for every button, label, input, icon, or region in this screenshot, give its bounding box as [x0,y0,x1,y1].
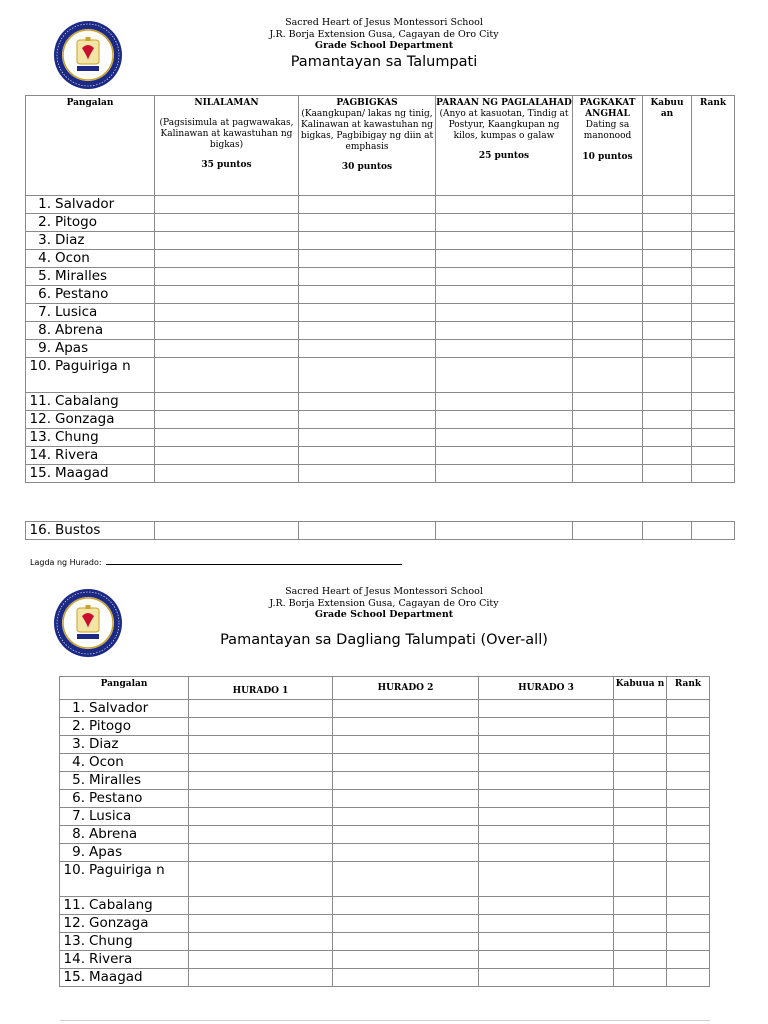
table-row [26,268,735,286]
table-row [60,826,710,844]
department: Grade School Department [314,609,454,620]
score-cell[interactable] [436,411,573,429]
table-row [26,465,735,483]
contestant-name-cell: 7. Lusica [26,304,155,322]
header-hurado-3: HURADO 3 [479,677,614,700]
score-cell[interactable] [573,465,643,483]
total-cell[interactable] [643,429,692,447]
rank-cell[interactable] [692,340,735,358]
total-cell[interactable] [614,718,667,736]
judge-signature: Lagda ng Hurado: [30,557,402,567]
score-cell[interactable] [299,358,436,393]
score-cell[interactable] [155,250,299,268]
rank-cell[interactable] [667,951,710,969]
score-cell[interactable] [155,411,299,429]
rank-cell[interactable] [667,700,710,718]
score-cell[interactable] [299,268,436,286]
rank-cell[interactable] [667,862,710,897]
rubric-table-extra [25,521,735,540]
contestant-name-cell: 6. Pestano [60,790,189,808]
contestant-name-cell: 11. Cabalang [26,393,155,411]
table-row [60,736,710,754]
header-hurado-2: HURADO 2 [333,677,479,700]
table-row [26,340,735,358]
score-cell[interactable] [333,915,479,933]
score-cell[interactable] [573,196,643,214]
total-cell[interactable] [614,808,667,826]
score-cell[interactable] [155,393,299,411]
score-cell[interactable] [573,429,643,447]
header-pagbigkas: PAGBIGKAS (Kaangkupan/ lakas ng tinig, Kalinawan at kawastuhan ng bigkas, Pagbibigay ng diin at emphasis 30 puntos [299,96,436,196]
score-cell[interactable] [189,897,333,915]
score-cell[interactable] [155,232,299,250]
school-name: Sacred Heart of Jesus Montessori School [285,17,483,28]
table-row [60,933,710,951]
score-cell[interactable] [436,250,573,268]
score-cell[interactable] [155,340,299,358]
header-rank: Rank [667,677,710,700]
total-cell[interactable] [643,393,692,411]
score-cell[interactable] [436,322,573,340]
header-name: Pangalan [60,677,189,700]
rank-cell[interactable] [667,754,710,772]
score-cell[interactable] [189,915,333,933]
score-cell[interactable] [189,700,333,718]
score-cell[interactable] [573,522,643,540]
score-cell[interactable] [299,286,436,304]
score-cell[interactable] [299,304,436,322]
table-row [60,790,710,808]
rank-cell[interactable] [692,196,735,214]
header-total: Kabuua n [614,677,667,700]
score-cell[interactable] [479,700,614,718]
contestant-name-cell: 10. Paguiriga n [60,862,189,897]
rubric-rows [26,196,735,483]
sheet2-header [0,586,768,648]
score-cell[interactable] [479,736,614,754]
rank-cell[interactable] [692,358,735,393]
total-cell[interactable] [643,304,692,322]
sheet1-title: Pamantayan sa Talumpati [290,53,478,70]
score-cell[interactable] [436,196,573,214]
score-cell[interactable] [436,447,573,465]
rank-cell[interactable] [667,808,710,826]
score-cell[interactable] [189,754,333,772]
table-row [60,844,710,862]
score-cell[interactable] [189,933,333,951]
table-row [60,754,710,772]
contestant-name-cell: 13. Chung [60,933,189,951]
total-cell[interactable] [643,214,692,232]
table-row [26,304,735,322]
score-cell[interactable] [479,844,614,862]
score-cell[interactable] [189,736,333,754]
score-cell[interactable] [155,286,299,304]
total-cell[interactable] [614,897,667,915]
table-row [26,522,735,540]
score-cell[interactable] [333,772,479,790]
score-cell[interactable] [333,897,479,915]
contestant-name-cell: 7. Lusica [60,808,189,826]
score-cell[interactable] [155,322,299,340]
score-cell[interactable] [333,700,479,718]
overall-rows [60,700,710,987]
contestant-name-cell: 14. Rivera [26,447,155,465]
contestant-name-cell: 3. Diaz [60,736,189,754]
score-cell[interactable] [189,808,333,826]
rank-cell[interactable] [692,522,735,540]
score-cell[interactable] [189,718,333,736]
score-cell[interactable] [479,772,614,790]
rank-cell[interactable] [692,304,735,322]
score-cell[interactable] [573,214,643,232]
score-cell[interactable] [299,465,436,483]
table-row [60,969,710,987]
rank-cell[interactable] [667,969,710,987]
sheet2-title: Pamantayan sa Dagliang Talumpati (Over-all) [220,631,548,648]
score-cell[interactable] [333,808,479,826]
score-cell[interactable] [189,862,333,897]
total-cell[interactable] [614,736,667,754]
total-cell[interactable] [643,232,692,250]
score-cell[interactable] [573,286,643,304]
contestant-name-cell: 1. Salvador [60,700,189,718]
rank-cell[interactable] [667,933,710,951]
score-cell[interactable] [479,897,614,915]
score-cell[interactable] [573,340,643,358]
score-cell[interactable] [299,522,436,540]
score-cell[interactable] [155,304,299,322]
score-cell[interactable] [436,304,573,322]
score-cell[interactable] [573,304,643,322]
total-cell[interactable] [643,268,692,286]
total-cell[interactable] [643,465,692,483]
score-cell[interactable] [333,844,479,862]
score-cell[interactable] [333,754,479,772]
rank-cell[interactable] [692,447,735,465]
score-cell[interactable] [479,915,614,933]
rubric-table [25,95,735,483]
score-cell[interactable] [155,214,299,232]
score-cell[interactable] [436,522,573,540]
table-row [60,862,710,897]
score-cell[interactable] [155,196,299,214]
score-cell[interactable] [479,951,614,969]
school-name: Sacred Heart of Jesus Montessori School [285,586,483,597]
table-row [60,808,710,826]
score-cell[interactable] [573,232,643,250]
contestant-name-cell: 5. Miralles [26,268,155,286]
table-row [26,214,735,232]
total-cell[interactable] [643,340,692,358]
score-cell[interactable] [299,393,436,411]
rank-cell[interactable] [667,790,710,808]
score-cell[interactable] [299,447,436,465]
score-cell[interactable] [436,232,573,250]
contestant-name-cell: 5. Miralles [60,772,189,790]
total-cell[interactable] [614,844,667,862]
rank-cell[interactable] [667,915,710,933]
score-cell[interactable] [479,826,614,844]
contestant-name-cell: 12. Gonzaga [60,915,189,933]
rank-cell[interactable] [692,429,735,447]
contestant-name-cell: 10. Paguiriga n [26,358,155,393]
score-cell[interactable] [436,286,573,304]
header-pagkakatanghal: PAGKAKAT ANGHAL Dating sa manonood 10 puntos [573,96,643,196]
score-cell[interactable] [479,862,614,897]
rank-cell[interactable] [667,844,710,862]
score-cell[interactable] [333,969,479,987]
total-cell[interactable] [614,951,667,969]
total-cell[interactable] [643,447,692,465]
score-cell[interactable] [333,718,479,736]
header-nilalaman: NILALAMAN (Pagsisimula at pagwawakas, Kalinawan at kawastuhan ng bigkas) 35 puntos [155,96,299,196]
signature-line[interactable] [106,557,402,565]
score-cell[interactable] [436,393,573,411]
rank-cell[interactable] [692,465,735,483]
header-name: Pangalan [26,96,155,196]
page-bottom-divider [60,1020,710,1021]
total-cell[interactable] [643,196,692,214]
score-cell[interactable] [155,358,299,393]
rank-cell[interactable] [667,718,710,736]
contestant-name-cell: 9. Apas [26,340,155,358]
rank-cell[interactable] [692,268,735,286]
score-cell[interactable] [436,465,573,483]
contestant-name-cell: 4. Ocon [26,250,155,268]
score-cell[interactable] [155,268,299,286]
school-address: J.R. Borja Extension Gusa, Cagayan de Oro City [269,597,499,609]
total-cell[interactable] [614,969,667,987]
score-cell[interactable] [155,465,299,483]
table-row [26,232,735,250]
score-cell[interactable] [189,790,333,808]
total-cell[interactable] [614,933,667,951]
contestant-name-cell: 3. Diaz [26,232,155,250]
total-cell[interactable] [643,411,692,429]
header-rank: Rank [692,96,735,196]
total-cell[interactable] [614,915,667,933]
total-cell[interactable] [643,358,692,393]
score-cell[interactable] [436,340,573,358]
contestant-name-cell: 11. Cabalang [60,897,189,915]
score-cell[interactable] [299,232,436,250]
score-cell[interactable] [479,969,614,987]
table-row [60,772,710,790]
score-cell[interactable] [189,969,333,987]
contestant-name-cell: 4. Ocon [60,754,189,772]
score-cell[interactable] [436,214,573,232]
score-cell[interactable] [333,951,479,969]
table-row [26,429,735,447]
rank-cell[interactable] [692,411,735,429]
score-cell[interactable] [333,862,479,897]
score-cell[interactable] [333,933,479,951]
department: Grade School Department [314,40,454,51]
contestant-name-cell: 2. Pitogo [26,214,155,232]
total-cell[interactable] [614,754,667,772]
score-cell[interactable] [333,826,479,844]
contestant-name-cell: 9. Apas [60,844,189,862]
rank-cell[interactable] [692,393,735,411]
total-cell[interactable] [643,286,692,304]
score-cell[interactable] [479,718,614,736]
table-row [26,411,735,429]
table-row [26,322,735,340]
score-cell[interactable] [299,322,436,340]
total-cell[interactable] [614,790,667,808]
table-row [60,897,710,915]
table-row [26,196,735,214]
rank-cell[interactable] [692,232,735,250]
score-cell[interactable] [333,790,479,808]
score-cell[interactable] [573,447,643,465]
contestant-name-cell: 8. Abrena [60,826,189,844]
score-cell[interactable] [573,268,643,286]
score-cell[interactable] [573,322,643,340]
table-row [26,250,735,268]
table-row [60,951,710,969]
score-cell[interactable] [299,250,436,268]
contestant-name-cell: 2. Pitogo [60,718,189,736]
rank-cell[interactable] [667,772,710,790]
score-cell[interactable] [333,736,479,754]
school-address: J.R. Borja Extension Gusa, Cagayan de Oro City [269,28,499,40]
score-cell[interactable] [436,358,573,393]
score-cell[interactable] [155,429,299,447]
contestant-name-cell: 6. Pestano [26,286,155,304]
contestant-name-cell: 1. Salvador [26,196,155,214]
table-row [26,393,735,411]
rank-cell[interactable] [692,250,735,268]
score-cell[interactable] [155,447,299,465]
score-cell[interactable] [436,268,573,286]
score-cell[interactable] [479,933,614,951]
table-row [26,286,735,304]
table-row [60,915,710,933]
score-cell[interactable] [189,826,333,844]
score-cell[interactable] [299,429,436,447]
contestant-name-cell: 14. Rivera [60,951,189,969]
total-cell[interactable] [614,700,667,718]
table-row [26,447,735,465]
contestant-name-cell: 13. Chung [26,429,155,447]
score-cell[interactable] [479,754,614,772]
score-cell[interactable] [436,429,573,447]
total-cell[interactable] [643,522,692,540]
score-cell[interactable] [189,844,333,862]
score-cell[interactable] [573,411,643,429]
score-cell[interactable] [573,393,643,411]
header-hurado-1: HURADO 1 [189,677,333,700]
score-cell[interactable] [479,790,614,808]
table-row [26,358,735,393]
header-total: Kabuu an [643,96,692,196]
sheet1-header [0,17,768,70]
score-cell[interactable] [299,340,436,358]
rank-cell[interactable] [667,897,710,915]
contestant-name-cell: 15. Maagad [60,969,189,987]
contestant-name-cell: 8. Abrena [26,322,155,340]
total-cell[interactable] [643,250,692,268]
total-cell[interactable] [614,826,667,844]
overall-table [59,676,710,987]
score-cell[interactable] [573,358,643,393]
score-cell[interactable] [155,522,299,540]
score-cell[interactable] [189,951,333,969]
rank-cell[interactable] [692,322,735,340]
rank-cell[interactable] [692,214,735,232]
score-cell[interactable] [479,808,614,826]
score-cell[interactable] [299,214,436,232]
total-cell[interactable] [614,772,667,790]
total-cell[interactable] [643,322,692,340]
rank-cell[interactable] [667,826,710,844]
score-cell[interactable] [189,772,333,790]
score-cell[interactable] [299,411,436,429]
rank-cell[interactable] [667,736,710,754]
header-paraan: PARAAN NG PAGLALAHAD (Anyo at kasuotan, Tindig at Postyur, Kaangkupan ng kilos, kumpas o galaw 25 puntos [436,96,573,196]
score-cell[interactable] [573,250,643,268]
contestant-name-cell: 16. Bustos [26,522,155,540]
total-cell[interactable] [614,862,667,897]
rank-cell[interactable] [692,286,735,304]
table-row [60,700,710,718]
score-cell[interactable] [299,196,436,214]
contestant-name-cell: 15. Maagad [26,465,155,483]
table-row [60,718,710,736]
contestant-name-cell: 12. Gonzaga [26,411,155,429]
